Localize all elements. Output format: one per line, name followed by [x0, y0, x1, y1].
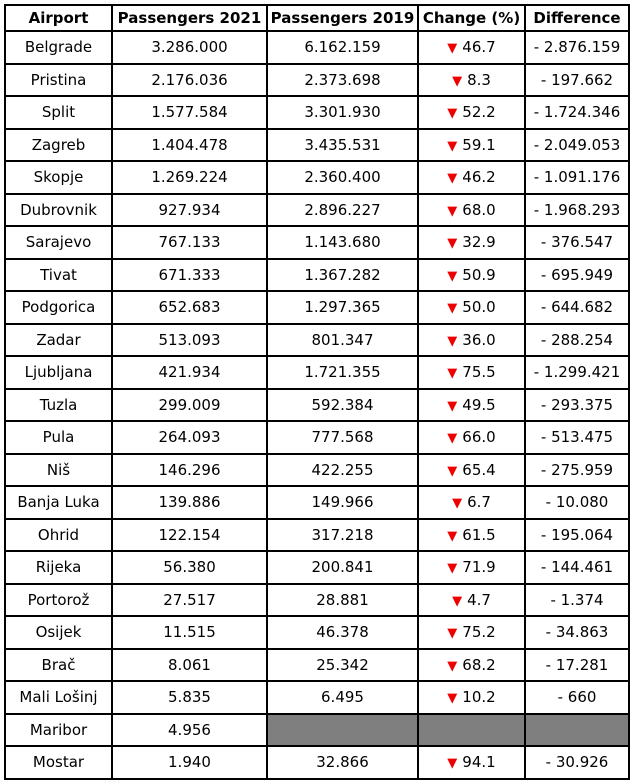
table-row	[5, 64, 629, 97]
table-row	[5, 31, 629, 64]
change-value: 66.0	[462, 428, 496, 447]
passengers-2019-cell: 2.896.227	[267, 194, 418, 227]
passengers-2021-cell: 5.835	[112, 681, 267, 714]
triangle-down-icon: ▼	[447, 301, 458, 317]
change-value: 32.9	[462, 233, 496, 252]
difference-cell: - 10.080	[525, 486, 629, 519]
triangle-down-icon: ▼	[447, 171, 458, 187]
difference-cell: - 195.064	[525, 519, 629, 552]
passengers-2019-cell: 422.255	[267, 454, 418, 487]
airport-cell: Zagreb	[5, 129, 112, 162]
change-cell	[418, 64, 525, 97]
table-row	[5, 454, 629, 487]
passengers-2019-cell: 1.143.680	[267, 226, 418, 259]
passengers-2021-cell: 421.934	[112, 356, 267, 389]
triangle-down-icon: ▼	[447, 561, 458, 577]
change-value: 36.0	[462, 330, 496, 349]
change-value: 61.5	[462, 525, 496, 544]
passengers-2019-cell	[267, 714, 418, 747]
table-row	[5, 259, 629, 292]
change-value: 10.2	[462, 688, 496, 707]
triangle-down-icon: ▼	[447, 691, 458, 707]
table-row	[5, 714, 629, 747]
difference-cell: - 660	[525, 681, 629, 714]
change-cell	[418, 161, 525, 194]
triangle-down-icon: ▼	[447, 41, 458, 57]
table-row	[5, 681, 629, 714]
change-value: 75.2	[462, 623, 496, 642]
passengers-2019-cell: 6.162.159	[267, 31, 418, 64]
difference-cell: - 376.547	[525, 226, 629, 259]
passengers-2019-cell: 592.384	[267, 389, 418, 422]
change-cell	[418, 96, 525, 129]
passengers-2021-cell: 3.286.000	[112, 31, 267, 64]
change-value: 46.7	[462, 38, 496, 57]
change-value: 71.9	[462, 558, 496, 577]
change-value: 6.7	[467, 493, 491, 512]
triangle-down-icon: ▼	[447, 106, 458, 122]
passengers-2019-cell: 777.568	[267, 421, 418, 454]
table-row	[5, 551, 629, 584]
change-value: 59.1	[462, 135, 496, 154]
change-cell	[418, 486, 525, 519]
triangle-down-icon: ▼	[447, 203, 458, 219]
passengers-2021-cell: 767.133	[112, 226, 267, 259]
table-row	[5, 161, 629, 194]
passengers-2021-cell: 299.009	[112, 389, 267, 422]
airport-cell: Tuzla	[5, 389, 112, 422]
airport-cell: Pula	[5, 421, 112, 454]
airport-cell: Mostar	[5, 746, 112, 779]
passengers-2021-cell: 1.577.584	[112, 96, 267, 129]
passengers-2021-cell: 139.886	[112, 486, 267, 519]
change-value: 65.4	[462, 460, 496, 479]
passengers-2019-cell: 28.881	[267, 584, 418, 617]
header-difference: Difference	[525, 5, 629, 31]
triangle-down-icon: ▼	[452, 593, 463, 609]
change-cell	[418, 519, 525, 552]
change-cell	[418, 389, 525, 422]
airport-cell: Portorož	[5, 584, 112, 617]
difference-cell: - 2.049.053	[525, 129, 629, 162]
airport-cell: Maribor	[5, 714, 112, 747]
change-value: 75.5	[462, 363, 496, 382]
airport-cell: Tivat	[5, 259, 112, 292]
change-cell	[418, 259, 525, 292]
airport-cell: Dubrovnik	[5, 194, 112, 227]
triangle-down-icon: ▼	[447, 528, 458, 544]
table-row	[5, 486, 629, 519]
passengers-2019-cell: 1.297.365	[267, 291, 418, 324]
difference-cell: - 197.662	[525, 64, 629, 97]
table-row	[5, 356, 629, 389]
change-cell	[418, 356, 525, 389]
difference-cell: - 34.863	[525, 616, 629, 649]
passengers-2021-cell: 11.515	[112, 616, 267, 649]
passengers-2019-cell: 6.495	[267, 681, 418, 714]
passengers-2019-cell: 2.373.698	[267, 64, 418, 97]
passengers-2021-cell: 927.934	[112, 194, 267, 227]
difference-cell: - 1.091.176	[525, 161, 629, 194]
table-row	[5, 96, 629, 129]
difference-cell: - 513.475	[525, 421, 629, 454]
airport-cell: Brač	[5, 649, 112, 682]
passengers-2019-cell: 2.360.400	[267, 161, 418, 194]
table-row	[5, 746, 629, 779]
passengers-2019-cell: 3.301.930	[267, 96, 418, 129]
triangle-down-icon: ▼	[447, 398, 458, 414]
header-passengers-2021: Passengers 2021	[112, 5, 267, 31]
airport-cell: Pristina	[5, 64, 112, 97]
passengers-2019-cell: 1.721.355	[267, 356, 418, 389]
airport-cell: Rijeka	[5, 551, 112, 584]
difference-cell: - 1.299.421	[525, 356, 629, 389]
triangle-down-icon: ▼	[447, 333, 458, 349]
triangle-down-icon: ▼	[447, 268, 458, 284]
change-cell	[418, 31, 525, 64]
difference-cell: - 2.876.159	[525, 31, 629, 64]
difference-cell: - 695.949	[525, 259, 629, 292]
change-cell	[418, 746, 525, 779]
table-row	[5, 389, 629, 422]
change-cell	[418, 681, 525, 714]
passengers-2021-cell: 1.940	[112, 746, 267, 779]
change-cell	[418, 226, 525, 259]
airport-cell: Ljubljana	[5, 356, 112, 389]
difference-cell: - 644.682	[525, 291, 629, 324]
change-value: 46.2	[462, 168, 496, 187]
header-change-percent: Change (%)	[418, 5, 525, 31]
change-value: 94.1	[462, 753, 496, 772]
passengers-2019-cell: 25.342	[267, 649, 418, 682]
triangle-down-icon: ▼	[447, 756, 458, 772]
difference-cell: - 1.724.346	[525, 96, 629, 129]
table-row	[5, 519, 629, 552]
triangle-down-icon: ▼	[447, 626, 458, 642]
passengers-2021-cell: 652.683	[112, 291, 267, 324]
change-cell	[418, 194, 525, 227]
triangle-down-icon: ▼	[447, 236, 458, 252]
triangle-down-icon: ▼	[452, 496, 463, 512]
change-value: 68.0	[462, 200, 496, 219]
header-passengers-2019: Passengers 2019	[267, 5, 418, 31]
airport-cell: Banja Luka	[5, 486, 112, 519]
triangle-down-icon: ▼	[447, 463, 458, 479]
passengers-2021-cell: 671.333	[112, 259, 267, 292]
change-cell	[418, 551, 525, 584]
passengers-2021-cell: 4.956	[112, 714, 267, 747]
passengers-2019-cell: 801.347	[267, 324, 418, 357]
passengers-2021-cell: 1.269.224	[112, 161, 267, 194]
table-row	[5, 649, 629, 682]
difference-cell: - 1.374	[525, 584, 629, 617]
change-cell	[418, 291, 525, 324]
passengers-2019-cell: 149.966	[267, 486, 418, 519]
header-airport: Airport	[5, 5, 112, 31]
change-value: 50.9	[462, 265, 496, 284]
airport-cell: Zadar	[5, 324, 112, 357]
airport-cell: Belgrade	[5, 31, 112, 64]
passengers-2019-cell: 200.841	[267, 551, 418, 584]
change-cell	[418, 649, 525, 682]
table-row	[5, 324, 629, 357]
airport-cell: Sarajevo	[5, 226, 112, 259]
difference-cell: - 17.281	[525, 649, 629, 682]
difference-cell: - 30.926	[525, 746, 629, 779]
table-row	[5, 616, 629, 649]
change-value: 49.5	[462, 395, 496, 414]
passengers-2021-cell: 2.176.036	[112, 64, 267, 97]
airport-cell: Split	[5, 96, 112, 129]
difference-cell	[525, 714, 629, 747]
table-row	[5, 194, 629, 227]
passengers-2019-cell: 1.367.282	[267, 259, 418, 292]
passengers-2021-cell: 56.380	[112, 551, 267, 584]
difference-cell: - 275.959	[525, 454, 629, 487]
table-row	[5, 421, 629, 454]
passengers-2019-cell: 32.866	[267, 746, 418, 779]
airport-cell: Osijek	[5, 616, 112, 649]
triangle-down-icon: ▼	[447, 366, 458, 382]
table-row	[5, 291, 629, 324]
change-value: 52.2	[462, 103, 496, 122]
airport-cell: Podgorica	[5, 291, 112, 324]
airport-passengers-table	[4, 4, 630, 780]
passengers-2019-cell: 3.435.531	[267, 129, 418, 162]
change-cell	[418, 454, 525, 487]
airport-cell: Mali Lošinj	[5, 681, 112, 714]
change-value: 68.2	[462, 655, 496, 674]
passengers-2021-cell: 27.517	[112, 584, 267, 617]
difference-cell: - 288.254	[525, 324, 629, 357]
header-row	[5, 5, 629, 31]
triangle-down-icon: ▼	[447, 431, 458, 447]
change-cell	[418, 129, 525, 162]
change-cell	[418, 616, 525, 649]
passengers-2021-cell: 513.093	[112, 324, 267, 357]
change-cell	[418, 324, 525, 357]
passengers-2021-cell: 264.093	[112, 421, 267, 454]
change-cell	[418, 714, 525, 747]
passengers-2021-cell: 8.061	[112, 649, 267, 682]
change-value: 8.3	[467, 70, 491, 89]
airport-cell: Niš	[5, 454, 112, 487]
airport-cell: Skopje	[5, 161, 112, 194]
passengers-2019-cell: 317.218	[267, 519, 418, 552]
table-row	[5, 584, 629, 617]
table-row	[5, 226, 629, 259]
airport-cell: Ohrid	[5, 519, 112, 552]
change-cell	[418, 584, 525, 617]
passengers-2021-cell: 122.154	[112, 519, 267, 552]
triangle-down-icon: ▼	[447, 138, 458, 154]
change-value: 50.0	[462, 298, 496, 317]
passengers-2019-cell: 46.378	[267, 616, 418, 649]
change-value: 4.7	[467, 590, 491, 609]
table-row	[5, 129, 629, 162]
triangle-down-icon: ▼	[452, 73, 463, 89]
triangle-down-icon: ▼	[447, 658, 458, 674]
change-cell	[418, 421, 525, 454]
difference-cell: - 293.375	[525, 389, 629, 422]
difference-cell: - 1.968.293	[525, 194, 629, 227]
passengers-2021-cell: 146.296	[112, 454, 267, 487]
passengers-2021-cell: 1.404.478	[112, 129, 267, 162]
difference-cell: - 144.461	[525, 551, 629, 584]
